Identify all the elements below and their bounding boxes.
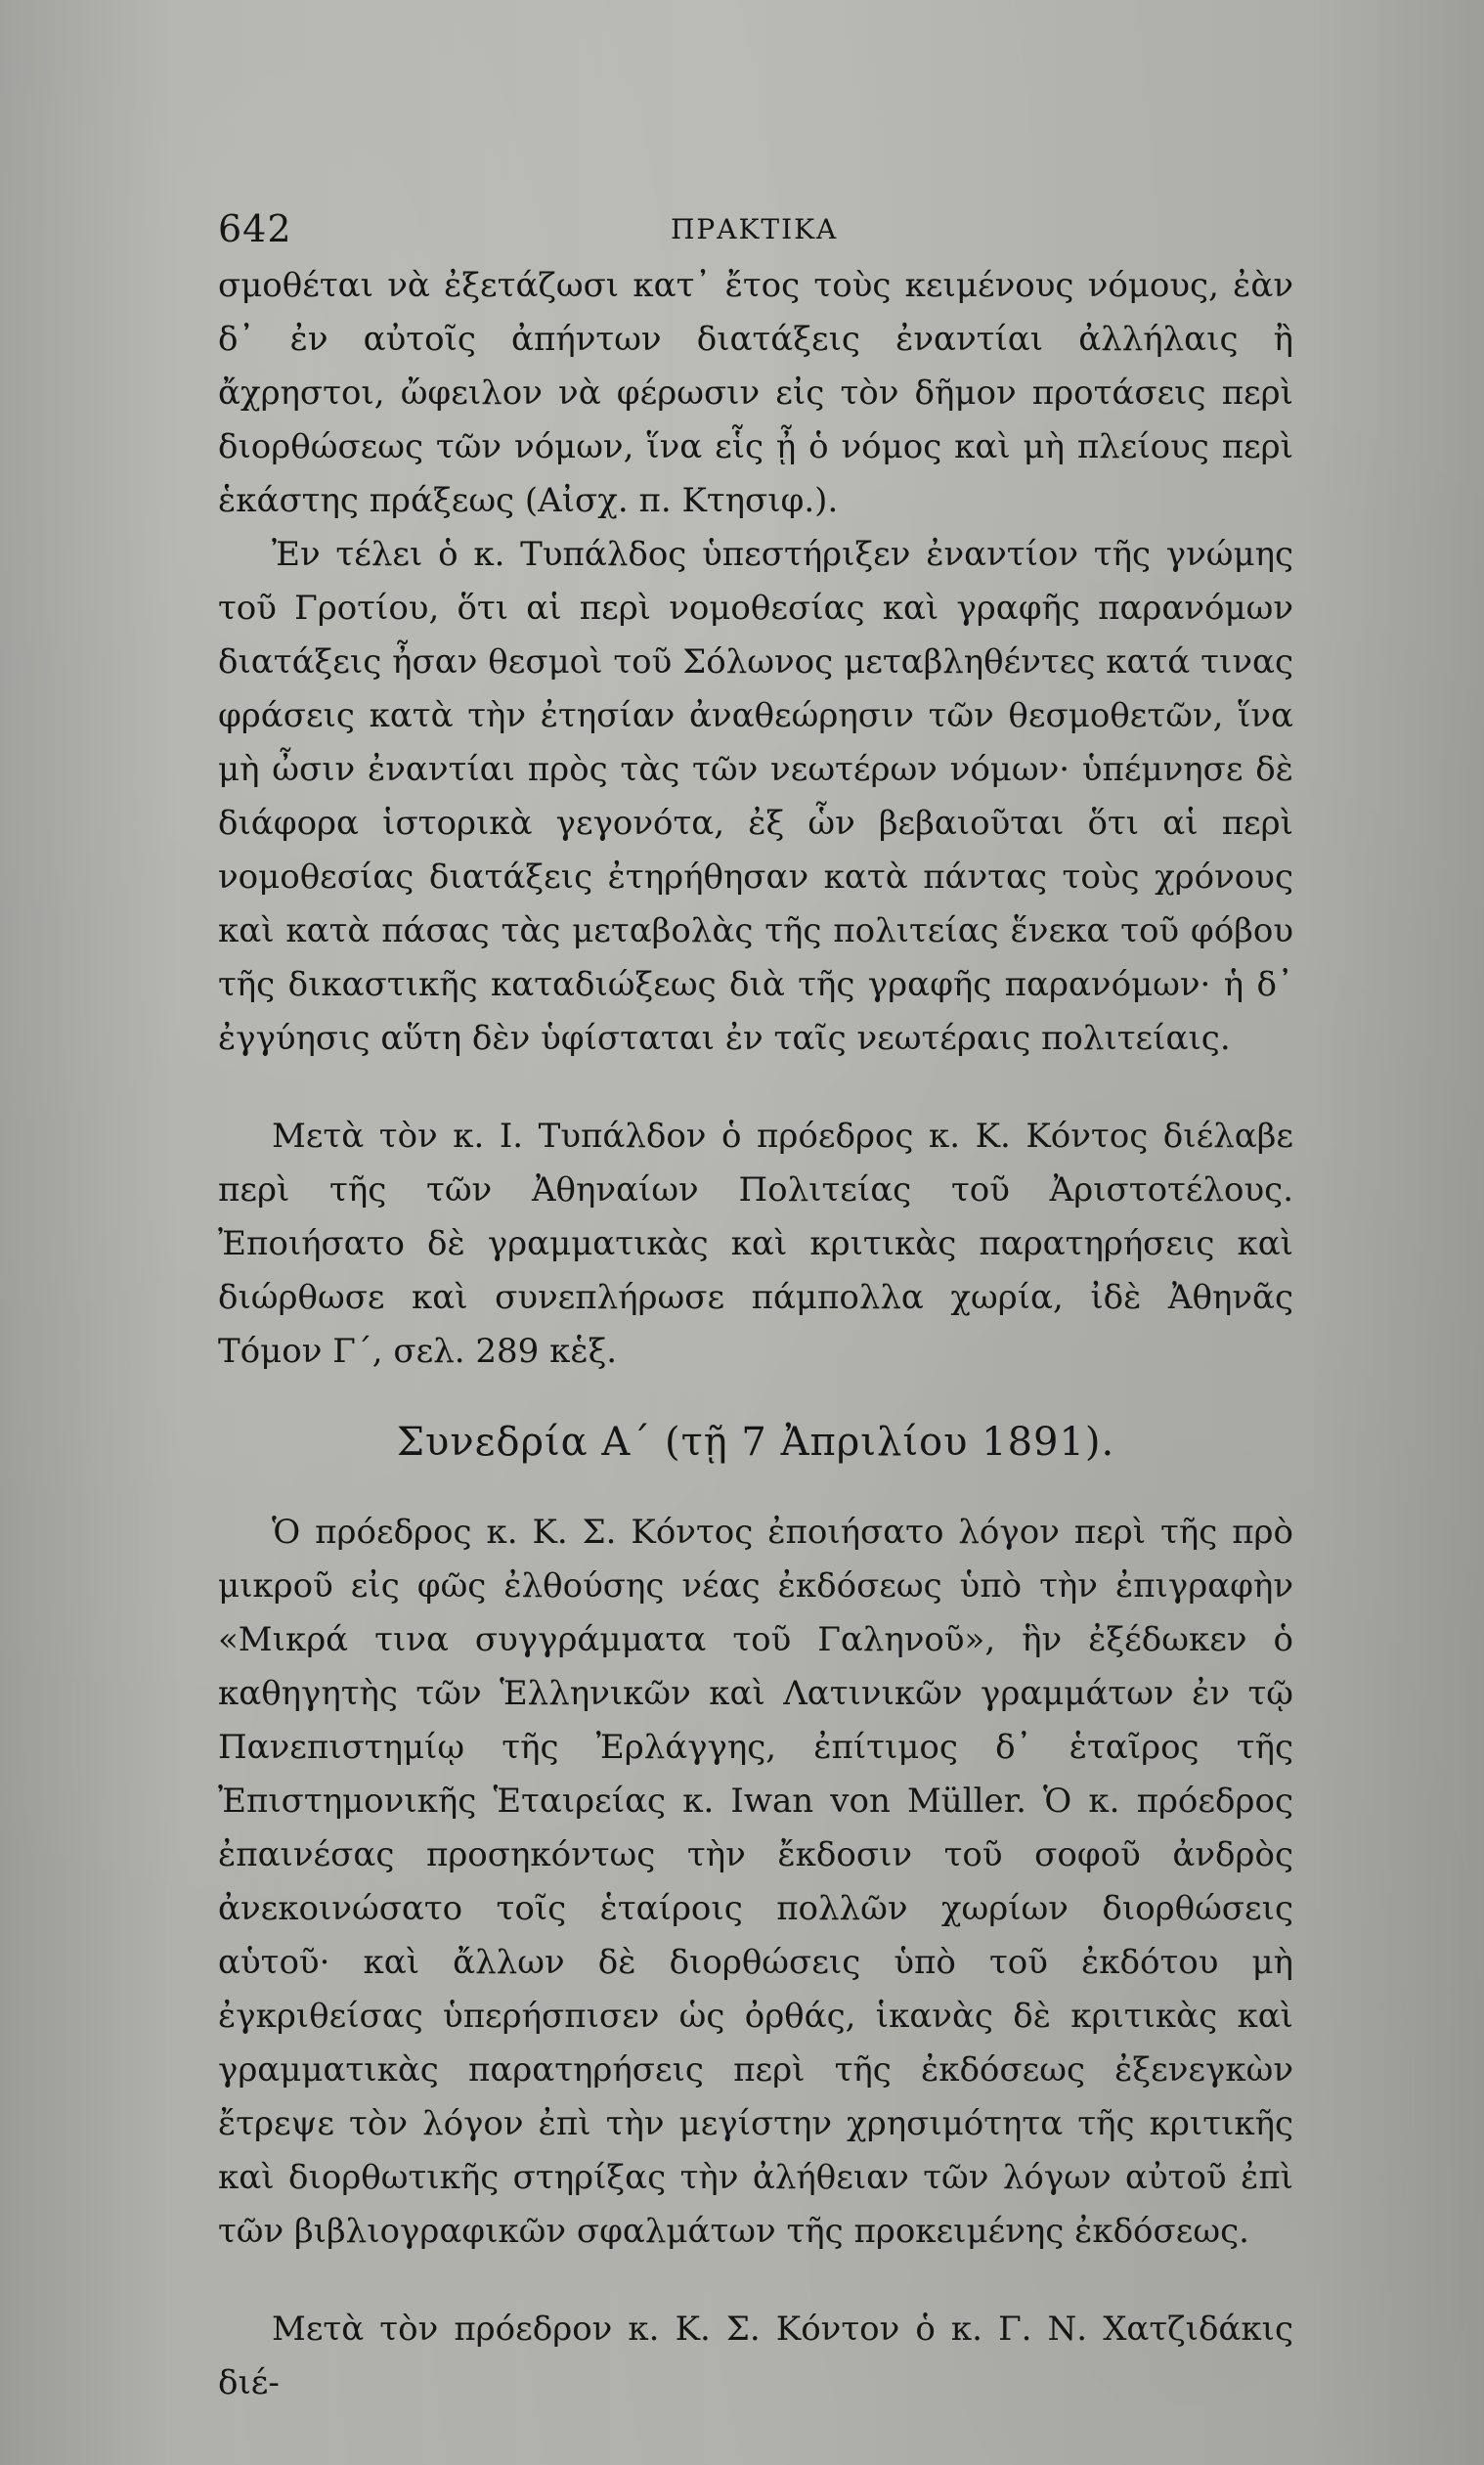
running-title: ΠΡΑΚΤΙΚΑ <box>671 213 839 245</box>
spacer <box>218 1472 1293 1506</box>
paragraph-5: Μετὰ τὸν πρόεδρον κ. Κ. Σ. Κόντον ὁ κ. Γ. Ν. Χατζιδάκις διέ- <box>218 2310 1293 2402</box>
session-heading: Συνεδρία Α´ (τῇ 7 Ἀπριλίου 1891). <box>396 1420 1115 1465</box>
page-header <box>0 199 1484 258</box>
spacer <box>218 1066 1293 1110</box>
paragraph-1: σμοθέται νὰ ἐξετάζωσι κατ᾽ ἔτος τοὺς κειμένους νόμους, ἐὰν δ᾽ ἐν αὐτοῖς ἀπήντων διατάξεις ἐναντίαι ἀλλήλαις ἢ ἄχρηστοι, ὤφειλον νὰ φέρωσιν εἰς τὸν δῆμον προτάσεις περὶ διορθώσεως τῶν νόμων, ἵνα εἷς ᾖ ὁ νόμος καὶ μὴ πλείους περὶ ἑκάστης πράξεως (Αἰσχ. π. Κτησιφ.). <box>218 266 1293 520</box>
paragraph-3: Μετὰ τὸν κ. Ι. Τυπάλδον ὁ πρόεδρος κ. Κ. Κόντος διέλαβε περὶ τῆς τῶν Ἀθηναίων Πολιτείας τοῦ Ἀριστοτέλους. Ἐποιήσατο δὲ γραμματικὰς καὶ κριτικὰς παρατηρήσεις καὶ διώρθωσε καὶ συνεπλήρωσε πάμπολλα χωρία, ἰδὲ Ἀθηνᾶς Τόμον Γ´, σελ. 289 κἑξ. <box>218 1117 1293 1371</box>
page-number: 642 <box>218 207 292 250</box>
page-body <box>218 259 1293 2410</box>
paragraph-4: Ὁ πρόεδρος κ. Κ. Σ. Κόντος ἐποιήσατο λόγον περὶ τῆς πρὸ μικροῦ εἰς φῶς ἐλθούσης νέας ἐκδόσεως ὑπὸ τὴν ἐπιγραφὴν «Μικρά τινα συγγράμματα τοῦ Γαληνοῦ», ἣν ἐξέδωκεν ὁ καθηγητὴς τῶν Ἑλληνικῶν καὶ Λατινικῶν γραμμάτων ἐν τῷ Πανεπιστημίῳ τῆς Ἐρλάγγης, ἐπίτιμος δ᾽ ἑταῖρος τῆς Ἐπιστημονικῆς Ἑταιρείας κ. Iwan von Müller. Ὁ κ. πρόεδρος ἐπαινέσας προσηκόντως τὴν ἔκδοσιν τοῦ σοφοῦ ἀνδρὸς ἀνεκοινώσατο τοῖς ἑταίροις πολλῶν χωρίων διορθώσεις αὑτοῦ· καὶ ἄλλων δὲ διορθώσεις ὑπὸ τοῦ ἐκδότου μὴ ἐγκριθείσας ὑπερήσπισεν ὡς ὀρθάς, ἱκανὰς δὲ κριτικὰς καὶ γραμματικὰς παρατηρήσεις περὶ τῆς ἐκδόσεως ἐξενεγκὼν ἔτρεψε τὸν λόγον ἐπὶ τὴν μεγίστην χρησιμότητα τῆς κριτικῆς καὶ διορθωτικῆς στηρίξας τὴν ἀλήθειαν τῶν λόγων αὐτοῦ ἐπὶ τῶν βιβλιογραφικῶν σφαλμάτων τῆς προκειμένης ἐκδόσεως. <box>218 1513 1293 2251</box>
spacer <box>218 1379 1293 1413</box>
paragraph-2: Ἐν τέλει ὁ κ. Τυπάλδος ὑπεστήριξεν ἐναντίον τῆς γνώμης τοῦ Γροτίου, ὅτι αἱ περὶ νομοθεσίας καὶ γραφῆς παρανόμων διατάξεις ἦσαν θεσμοὶ τοῦ Σόλωνος μεταβληθέντες κατά τινας φράσεις κατὰ τὴν ἐτησίαν ἀναθεώρησιν τῶν θεσμοθετῶν, ἵνα μὴ ὦσιν ἐναντίαι πρὸς τὰς τῶν νεωτέρων νόμων· ὑπέμνησε δὲ διάφορα ἱστορικὰ γεγονότα, ἐξ ὧν βεβαιοῦται ὅτι αἱ περὶ νομοθεσίας διατάξεις ἐτηρήθησαν κατὰ πάντας τοὺς χρόνους καὶ κατὰ πάσας τὰς μεταβολὰς τῆς πολιτείας ἕνεκα τοῦ φόβου τῆς δικαστικῆς καταδιώξεως διὰ τῆς γραφῆς παρανόμων· ἡ δ᾽ ἐγγύησις αὕτη δὲν ὑφίσταται ἐν ταῖς νεωτέραις πολιτείαις. <box>218 535 1293 1058</box>
spacer <box>218 2259 1293 2303</box>
